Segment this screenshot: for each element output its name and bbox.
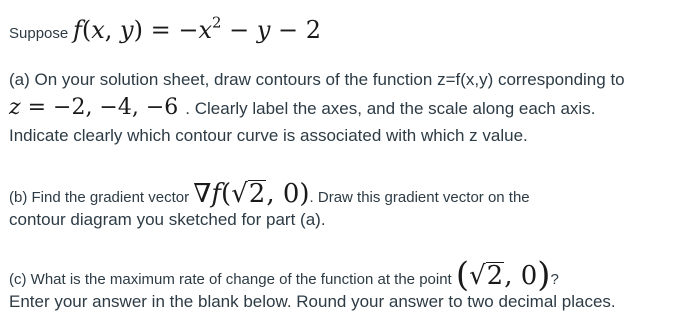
part-c-question-mark: ?: [550, 271, 559, 288]
intro-lead: Suppose: [9, 25, 69, 42]
part-c-line-1: [9, 255, 559, 294]
part-a-line-2-text: . Clearly label the axes, and the scale along each axis.: [185, 99, 596, 118]
part-a-line-3: Indicate clearly which contour curve is associated with which z value.: [9, 126, 528, 145]
function-definition: f(x, $y) = -x^2 - y - 2$: [72, 13, 322, 44]
part-b-outro: . Draw this gradient vector on the: [309, 189, 530, 206]
part-b-line-1: [9, 180, 530, 208]
point-expression: (√2, 0): [455, 255, 551, 294]
part-a-line-1: (a) On your solution sheet, draw contours of the function z=f(x,y) corresponding to: [9, 70, 625, 89]
part-c-line-2: Enter your answer in the blank below. Round your answer to two decimal places.: [9, 292, 616, 311]
intro-line: [9, 13, 322, 44]
part-a-line-2: [9, 95, 596, 120]
z-values-expression: z = −2, −4, −6: [9, 95, 186, 120]
gradient-expression: ∇f(√2, 0): [193, 179, 310, 209]
part-b-intro: (b) Find the gradient vector: [9, 189, 194, 206]
part-b-line-2: contour diagram you sketched for part (a).: [9, 210, 326, 229]
part-c-intro: (c) What is the maximum rate of change of the function at the point: [9, 271, 456, 288]
